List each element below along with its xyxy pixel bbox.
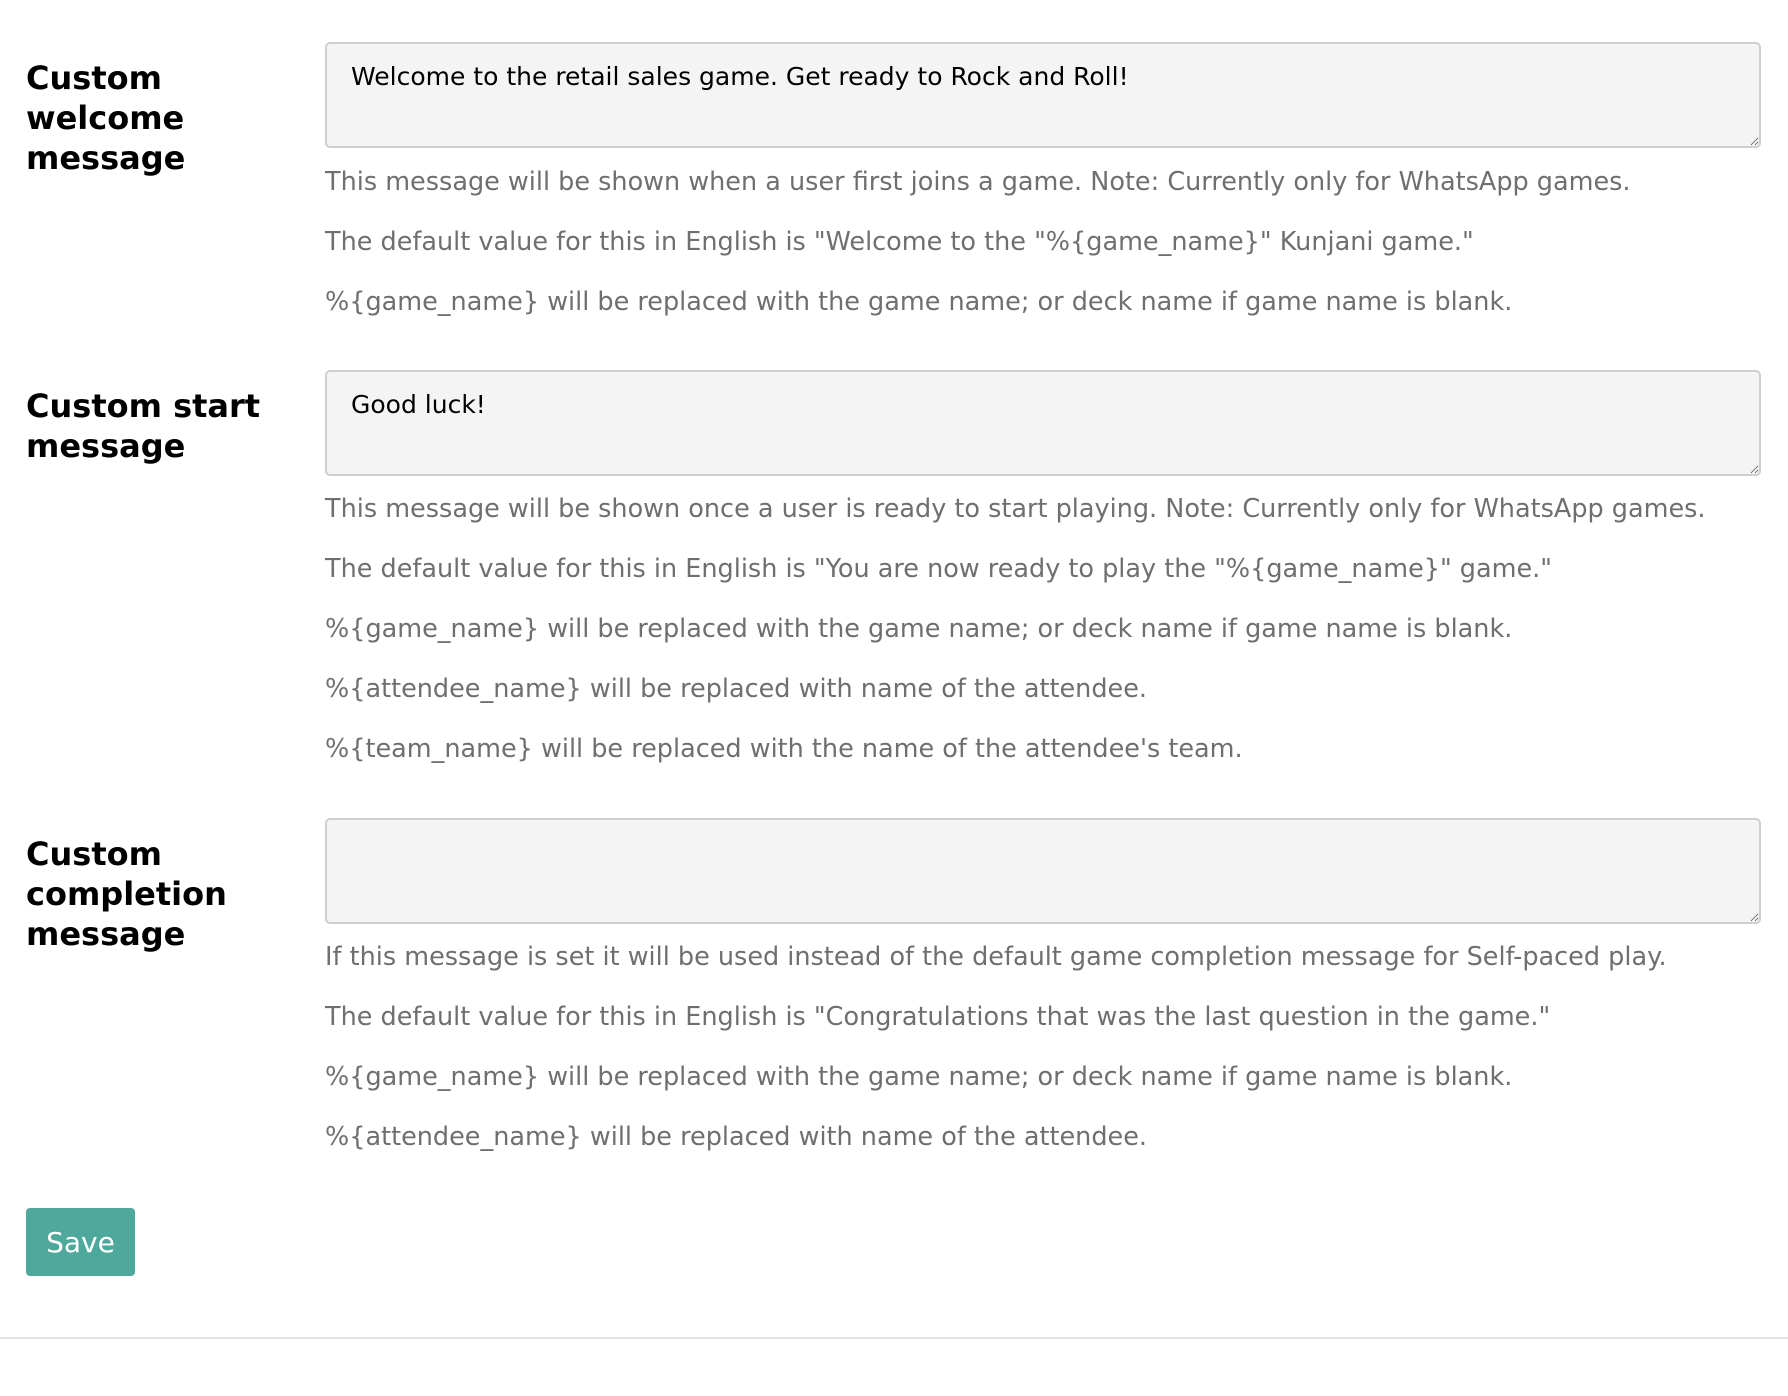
welcome-message-label: Custom welcome message xyxy=(26,59,186,177)
start-message-label: Custom start message xyxy=(26,387,261,465)
help-text: %{game_name} will be replaced with the game name; or deck name if game name is blank. xyxy=(325,614,1513,644)
help-text: This message will be shown once a user is ready to start playing. Note: Currently only for WhatsApp games. xyxy=(325,494,1706,524)
help-text: The default value for this in English is "You are now ready to play the "%{game_name}" game." xyxy=(325,554,1552,584)
save-button[interactable]: Save xyxy=(26,1208,135,1276)
help-text: The default value for this in English is "Congratulations that was the last question in the game." xyxy=(325,1002,1551,1032)
bottom-divider xyxy=(0,1337,1788,1339)
completion-message-label: Custom completion message xyxy=(26,835,227,953)
help-text: This message will be shown when a user first joins a game. Note: Currently only for WhatsApp games. xyxy=(325,167,1631,197)
welcome-message-help xyxy=(325,152,1765,332)
help-text: %{game_name} will be replaced with the game name; or deck name if game name is blank. xyxy=(325,1062,1513,1092)
help-text: %{team_name} will be replaced with the name of the attendee's team. xyxy=(325,734,1243,764)
help-text: %{attendee_name} will be replaced with name of the attendee. xyxy=(325,674,1148,704)
help-text: The default value for this in English is "Welcome to the "%{game_name}" Kunjani game." xyxy=(325,227,1474,257)
completion-message-input[interactable] xyxy=(325,818,1761,924)
help-text: %{game_name} will be replaced with the game name; or deck name if game name is blank. xyxy=(325,287,1513,317)
help-text: %{attendee_name} will be replaced with name of the attendee. xyxy=(325,1122,1148,1152)
start-message-input[interactable] xyxy=(325,370,1761,476)
completion-message-help xyxy=(325,927,1765,1167)
welcome-message-input[interactable] xyxy=(325,42,1761,148)
help-text: If this message is set it will be used instead of the default game completion message for Self-paced play. xyxy=(325,942,1667,972)
start-message-help xyxy=(325,479,1765,779)
